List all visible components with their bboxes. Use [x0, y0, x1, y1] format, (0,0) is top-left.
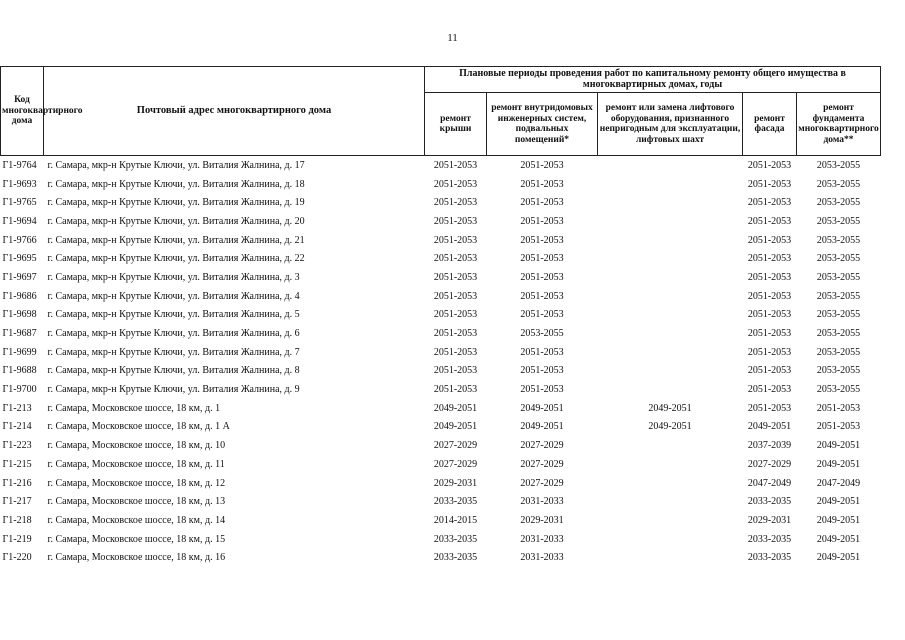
- row-elevator: [598, 511, 743, 530]
- row-facade: 2033-2035: [747, 552, 792, 564]
- row-elevator: 2049-2051: [648, 421, 692, 433]
- row-code: Г1-9699: [2, 346, 37, 358]
- row-foundation: 2049-2051: [816, 514, 861, 526]
- row-address: г. Самара, мкр-н Крутые Ключи, ул. Виталия Жалнина, д. 9: [47, 384, 300, 396]
- row-code: Г1-9697: [2, 271, 37, 283]
- row-code: Г1-9695: [2, 253, 37, 265]
- row-code: Г1-9693: [2, 178, 37, 190]
- row-facade: 2033-2035: [747, 533, 792, 545]
- row-foundation: 2047-2049: [816, 477, 861, 489]
- row-engineering: 2051-2053: [520, 365, 564, 377]
- row-address: г. Самара, мкр-н Крутые Ключи, ул. Виталия Жалнина, д. 5: [47, 309, 300, 321]
- row-engineering: 2051-2053: [520, 290, 564, 302]
- row-roof: 2051-2053: [433, 290, 478, 302]
- table-row: [1, 474, 881, 493]
- row-elevator: [598, 306, 743, 325]
- row-roof: 2051-2053: [433, 328, 478, 340]
- table-row: [1, 530, 881, 549]
- row-engineering: 2049-2051: [520, 421, 564, 433]
- row-foundation: 2053-2055: [816, 253, 861, 265]
- row-roof: 2051-2053: [433, 159, 478, 171]
- row-foundation: 2051-2053: [816, 421, 861, 433]
- row-code: Г1-9700: [2, 384, 37, 396]
- row-facade: 2051-2053: [747, 234, 792, 246]
- row-engineering: 2051-2053: [520, 197, 564, 209]
- row-facade: 2051-2053: [747, 402, 792, 414]
- row-address: г. Самара, мкр-н Крутые Ключи, ул. Виталия Жалнина, д. 18: [47, 178, 305, 190]
- row-address: г. Самара, мкр-н Крутые Ключи, ул. Виталия Жалнина, д. 19: [47, 197, 305, 209]
- header-engineering: ремонт внутридомовых инженерных систем, подвальных помещений*: [487, 93, 598, 156]
- row-code: Г1-9764: [2, 159, 37, 171]
- table-row: [1, 362, 881, 381]
- row-facade: 2029-2031: [747, 514, 792, 526]
- row-facade: 2051-2053: [747, 328, 792, 340]
- row-foundation: 2053-2055: [816, 309, 861, 321]
- row-address: г. Самара, мкр-н Крутые Ключи, ул. Виталия Жалнина, д. 21: [47, 234, 305, 246]
- row-facade: 2051-2053: [747, 178, 792, 190]
- row-facade: 2051-2053: [747, 365, 792, 377]
- row-foundation: 2053-2055: [816, 197, 861, 209]
- table-row: [1, 343, 881, 362]
- row-elevator: [598, 380, 743, 399]
- row-roof: 2033-2035: [433, 552, 478, 564]
- row-elevator: 2049-2051: [648, 402, 692, 414]
- row-facade: 2051-2053: [747, 346, 792, 358]
- row-roof: 2051-2053: [433, 271, 478, 283]
- row-address: г. Самара, Московское шоссе, 18 км, д. 16: [47, 552, 226, 564]
- row-facade: 2051-2053: [747, 290, 792, 302]
- row-elevator: [598, 156, 743, 175]
- table-row: [1, 287, 881, 306]
- row-code: Г1-9687: [2, 328, 37, 340]
- row-address: г. Самара, Московское шоссе, 18 км, д. 14: [47, 514, 226, 526]
- row-facade: 2037-2039: [747, 440, 792, 452]
- table-row: [1, 511, 881, 530]
- row-elevator: [598, 343, 743, 362]
- row-elevator: [598, 492, 743, 511]
- row-foundation: 2049-2051: [816, 496, 861, 508]
- row-foundation: 2051-2053: [816, 402, 861, 414]
- row-roof: 2033-2035: [433, 496, 478, 508]
- row-engineering: 2051-2053: [520, 384, 564, 396]
- row-facade: 2051-2053: [747, 271, 792, 283]
- row-engineering: 2053-2055: [520, 328, 564, 340]
- row-address: г. Самара, мкр-н Крутые Ключи, ул. Виталия Жалнина, д. 8: [47, 365, 300, 377]
- row-code: Г1-215: [2, 458, 32, 470]
- row-code: Г1-218: [2, 514, 32, 526]
- row-foundation: 2053-2055: [816, 328, 861, 340]
- row-code: Г1-9694: [2, 215, 37, 227]
- row-address: г. Самара, мкр-н Крутые Ключи, ул. Виталия Жалнина, д. 6: [47, 328, 300, 340]
- row-engineering: 2049-2051: [520, 402, 564, 414]
- row-facade: 2051-2053: [747, 215, 792, 227]
- row-facade: 2051-2053: [747, 309, 792, 321]
- row-roof: 2027-2029: [433, 440, 478, 452]
- row-facade: 2049-2051: [747, 421, 792, 433]
- table-row: [1, 231, 881, 250]
- row-address: г. Самара, мкр-н Крутые Ключи, ул. Виталия Жалнина, д. 4: [47, 290, 300, 302]
- row-code: Г1-217: [2, 496, 32, 508]
- table-row: [1, 436, 881, 455]
- row-roof: 2051-2053: [433, 178, 478, 190]
- row-address: г. Самара, Московское шоссе, 18 км, д. 13: [47, 496, 226, 508]
- row-foundation: 2053-2055: [816, 365, 861, 377]
- row-address: г. Самара, Московское шоссе, 18 км, д. 15: [47, 533, 226, 545]
- row-elevator: [598, 474, 743, 493]
- row-engineering: 2051-2053: [520, 346, 564, 358]
- row-code: Г1-9686: [2, 290, 37, 302]
- table-row: [1, 380, 881, 399]
- row-address: г. Самара, Московское шоссе, 18 км, д. 12: [47, 477, 226, 489]
- row-elevator: [598, 436, 743, 455]
- row-code: Г1-213: [2, 402, 32, 414]
- row-roof: 2051-2053: [433, 234, 478, 246]
- row-elevator: [598, 324, 743, 343]
- row-roof: 2051-2053: [433, 365, 478, 377]
- row-code: Г1-9698: [2, 309, 37, 321]
- table-row: [1, 175, 881, 194]
- row-elevator: [598, 362, 743, 381]
- row-foundation: 2053-2055: [816, 271, 861, 283]
- row-address: г. Самара, мкр-н Крутые Ключи, ул. Виталия Жалнина, д. 3: [47, 271, 300, 283]
- row-elevator: [598, 455, 743, 474]
- row-roof: 2051-2053: [433, 253, 478, 265]
- row-roof: 2051-2053: [433, 215, 478, 227]
- row-elevator: [598, 175, 743, 194]
- row-address: г. Самара, Московское шоссе, 18 км, д. 11: [47, 458, 225, 470]
- row-foundation: 2053-2055: [816, 159, 861, 171]
- row-engineering: 2051-2053: [520, 215, 564, 227]
- row-code: Г1-219: [2, 533, 32, 545]
- row-elevator: [598, 193, 743, 212]
- row-roof: 2027-2029: [433, 458, 478, 470]
- row-code: Г1-9765: [2, 197, 37, 209]
- row-engineering: 2031-2033: [520, 552, 564, 564]
- header-foundation: ремонт фундамента многоквартирного дома**: [797, 93, 881, 156]
- header-facade: ремонт фасада: [743, 93, 797, 156]
- row-code: Г1-214: [2, 421, 32, 433]
- row-facade: 2051-2053: [747, 253, 792, 265]
- row-facade: 2033-2035: [747, 496, 792, 508]
- row-code: Г1-9766: [2, 234, 37, 246]
- table-row: [1, 306, 881, 325]
- table-row: [1, 324, 881, 343]
- row-foundation: 2053-2055: [816, 178, 861, 190]
- row-facade: 2051-2053: [747, 197, 792, 209]
- row-engineering: 2051-2053: [520, 178, 564, 190]
- row-foundation: 2049-2051: [816, 533, 861, 545]
- row-address: г. Самара, мкр-н Крутые Ключи, ул. Виталия Жалнина, д. 22: [47, 253, 305, 265]
- row-engineering: 2051-2053: [520, 253, 564, 265]
- row-foundation: 2053-2055: [816, 234, 861, 246]
- row-roof: 2051-2053: [433, 346, 478, 358]
- row-foundation: 2049-2051: [816, 440, 861, 452]
- row-roof: 2014-2015: [433, 514, 478, 526]
- header-elevator: ремонт или замена лифтового оборудования, признанного непригодным для эксплуатации, лифтовых шахт: [598, 93, 743, 156]
- row-engineering: 2027-2029: [520, 440, 564, 452]
- row-address: г. Самара, мкр-н Крутые Ключи, ул. Виталия Жалнина, д. 7: [47, 346, 300, 358]
- table-row: [1, 249, 881, 268]
- row-code: Г1-216: [2, 477, 32, 489]
- row-foundation: 2053-2055: [816, 215, 861, 227]
- row-roof: 2049-2051: [433, 402, 478, 414]
- header-address: Почтовый адрес многоквартирного дома: [44, 67, 425, 156]
- row-roof: 2033-2035: [433, 533, 478, 545]
- row-facade: 2027-2029: [747, 458, 792, 470]
- row-roof: 2049-2051: [433, 421, 478, 433]
- row-elevator: [598, 287, 743, 306]
- row-foundation: 2049-2051: [816, 552, 861, 564]
- row-foundation: 2053-2055: [816, 290, 861, 302]
- row-address: г. Самара, Московское шоссе, 18 км, д. 10: [47, 440, 226, 452]
- table-row: [1, 268, 881, 287]
- row-facade: 2051-2053: [747, 384, 792, 396]
- row-engineering: 2027-2029: [520, 477, 564, 489]
- row-address: г. Самара, мкр-н Крутые Ключи, ул. Виталия Жалнина, д. 17: [47, 159, 305, 171]
- table-row: [1, 212, 881, 231]
- row-address: г. Самара, мкр-н Крутые Ключи, ул. Виталия Жалнина, д. 20: [47, 215, 305, 227]
- row-engineering: 2051-2053: [520, 234, 564, 246]
- row-engineering: 2051-2053: [520, 159, 564, 171]
- row-engineering: 2029-2031: [520, 514, 564, 526]
- table-row: [1, 548, 881, 567]
- table-row: [1, 399, 881, 418]
- row-foundation: 2053-2055: [816, 346, 861, 358]
- row-engineering: 2031-2033: [520, 496, 564, 508]
- row-elevator: [598, 530, 743, 549]
- row-foundation: 2049-2051: [816, 458, 861, 470]
- row-elevator: [598, 249, 743, 268]
- repair-schedule-table: [0, 66, 881, 567]
- row-roof: 2051-2053: [433, 309, 478, 321]
- row-address: г. Самара, Московское шоссе, 18 км, д. 1: [47, 402, 221, 414]
- row-code: Г1-9688: [2, 365, 37, 377]
- row-roof: 2051-2053: [433, 197, 478, 209]
- page-number: 11: [447, 32, 458, 44]
- row-facade: 2047-2049: [747, 477, 792, 489]
- row-facade: 2051-2053: [747, 159, 792, 171]
- row-foundation: 2053-2055: [816, 384, 861, 396]
- table-row: [1, 193, 881, 212]
- header-roof: ремонт крыши: [425, 93, 487, 156]
- row-elevator: [598, 212, 743, 231]
- table-row: [1, 492, 881, 511]
- row-elevator: [598, 268, 743, 287]
- row-engineering: 2031-2033: [520, 533, 564, 545]
- row-elevator: [598, 231, 743, 250]
- row-code: Г1-223: [2, 440, 32, 452]
- header-code: Код многоквартирного дома: [1, 67, 44, 156]
- table-row: [1, 455, 881, 474]
- table-row: [1, 418, 881, 437]
- row-roof: 2051-2053: [433, 384, 478, 396]
- row-elevator: [598, 548, 743, 567]
- row-roof: 2029-2031: [433, 477, 478, 489]
- row-engineering: 2051-2053: [520, 271, 564, 283]
- header-periods: Плановые периоды проведения работ по капитальному ремонту общего имущества в многоквартирных домах, годы: [425, 67, 881, 93]
- row-engineering: 2027-2029: [520, 458, 564, 470]
- row-engineering: 2051-2053: [520, 309, 564, 321]
- table-body: [1, 156, 881, 568]
- row-address: г. Самара, Московское шоссе, 18 км, д. 1 А: [47, 421, 230, 433]
- row-code: Г1-220: [2, 552, 32, 564]
- table-row: [1, 156, 881, 175]
